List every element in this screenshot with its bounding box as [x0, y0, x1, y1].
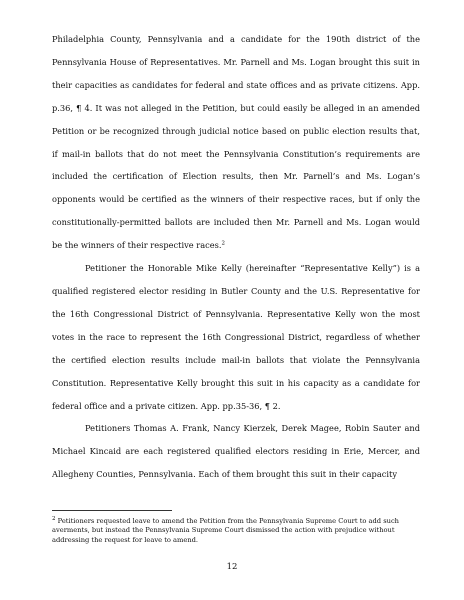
footnote-separator: [52, 510, 172, 511]
footnote-text: Petitioners requested leave to amend the Petition from the Pennsylvania Supreme Court to add such averments, but instead the Pennsylvania Supreme Court dismissed the action with prejudice without addressing the request for leave to amend.: [52, 517, 399, 544]
page-number: 12: [226, 562, 238, 572]
paragraph-continuation: [52, 28, 420, 257]
footnote-reference: 2: [221, 240, 225, 247]
paragraph-text: Philadelphia County, Pennsylvania and a candidate for the 190th district of the Pennsylvania House of Representatives. Mr. Parnell and Ms. Logan brought this suit in their capacities as candidates for federal and state offices and as private citizens. App. p.36, ¶ 4. It was not alleged in the Petition, but could easily be alleged in an amended Petition or be recognized through judicial notice based on public election results that, if mail-in ballots that do not meet the Pennsylvania Constitution’s requirements are included the certification of Election results, then Mr. Parnell’s and Ms. Logan’s opponents would be certified as the winners of their respective races, but if only the constitutionally-permitted ballots are included then Mr. Parnell and Ms. Logan would be the winners of their respective races.: [52, 34, 420, 251]
paragraph-representative-kelly: Petitioner the Honorable Mike Kelly (hereinafter “Representative Kelly”) is a qualified registered elector residing in Butler County and the U.S. Representative for the 16th Congressional District of Pennsylvania. Representative Kelly won the most votes in the race to represent the 16th Congressional District, regardless of whether the certified election results include mail-in ballots that violate the Pennsylvania Constitution. Representative Kelly brought this suit in his capacity as a candidate for federal office and a private citizen. App. pp.35-36, ¶ 2.: [52, 263, 420, 411]
paragraph-other-petitioners: Petitioners Thomas A. Frank, Nancy Kierzek, Derek Magee, Robin Sauter and Michael Kincaid are each registered qualified electors residing in Erie, Mercer, and Allegheny Counties, Pennsylvania. Each of them brought this suit in their capacity: [52, 423, 420, 480]
body-text: [52, 28, 420, 486]
footnote: [52, 517, 420, 545]
footnote-number: 2: [52, 515, 56, 522]
